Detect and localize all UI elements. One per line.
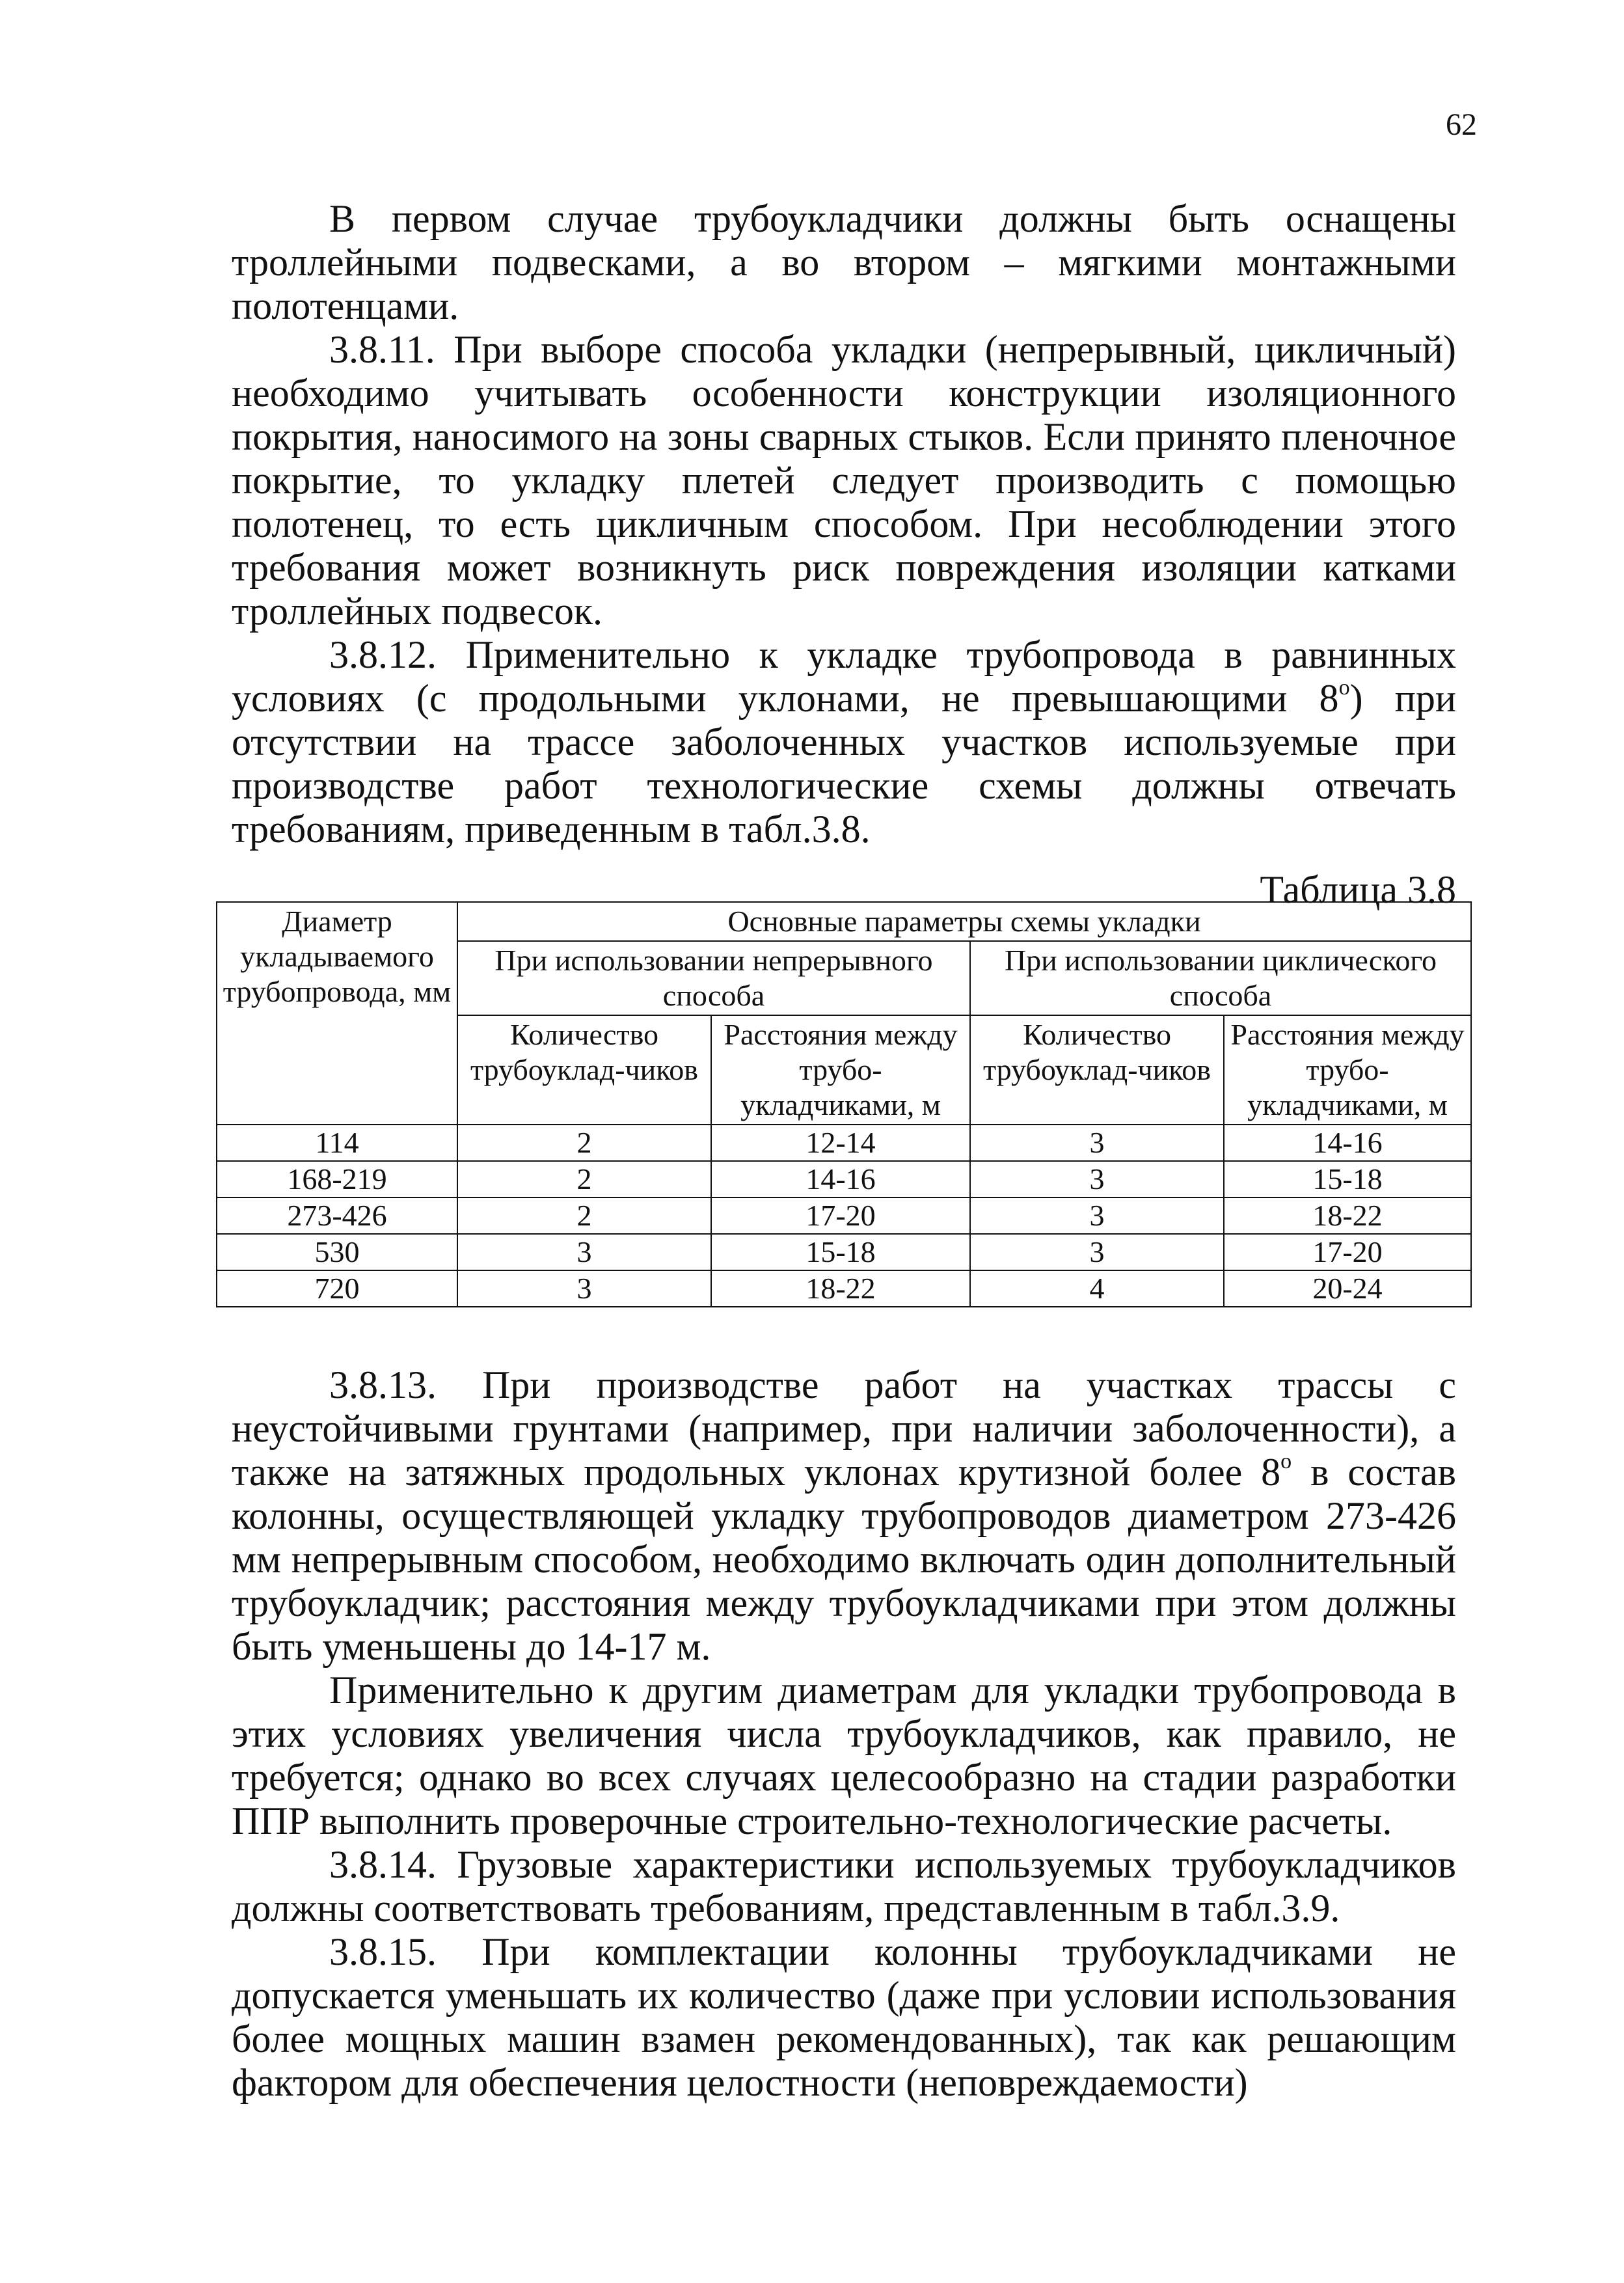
intro-text xyxy=(232,197,1456,955)
cell-continuous-distance: 12-14 xyxy=(711,1125,970,1161)
header-diameter: Диаметр укладываемого трубопровода, мм xyxy=(217,902,457,1125)
cell-diameter: 530 xyxy=(217,1234,457,1270)
paragraph-3-8-15: 3.8.15. При комплектации колонны трубоукладчиками не допускается уменьшать их количество (даже при условии использования более мощных машин взамен рекомендованных), так как решающим фактором для обеспечения целостности (неповреждаемости) xyxy=(232,1930,1456,2104)
header-cyclic-count: Количество трубоуклад-чиков xyxy=(970,1015,1224,1125)
cell-cyclic-count: 3 xyxy=(970,1234,1224,1270)
paragraph-3-8-11: 3.8.11. При выборе способа укладки (непрерывный, цикличный) необходимо учитывать особенности конструкции изоляционного покрытия, наносимого на зоны сварных стыков. Если принято пленочное покрытие, то укладку плетей следует производить с помощью полотенец, то есть цикличным способом. При несоблюдении этого требования может возникнуть риск повреждения изоляции катками троллейных подвесок. xyxy=(232,328,1456,633)
header-continuous-distance: Расстояния между трубо-укладчиками, м xyxy=(711,1015,970,1125)
paragraph-3-8-13 xyxy=(232,1363,1456,1669)
table-row xyxy=(217,1197,1471,1234)
header-main-parameters: Основные параметры схемы укладки xyxy=(457,902,1471,941)
cell-continuous-distance: 15-18 xyxy=(711,1234,970,1270)
cell-cyclic-count: 4 xyxy=(970,1270,1224,1307)
cell-continuous-count: 2 xyxy=(457,1125,711,1161)
paragraph-other-diameters: Применительно к другим диаметрам для укладки трубопровода в этих условиях увеличения числа трубоукладчиков, как правило, не требуется; однако во всех случаях целесообразно на стадии разработки ППР выполнить проверочные строительно-технологические расчеты. xyxy=(232,1669,1456,1842)
table-row xyxy=(217,1161,1471,1197)
header-continuous-method: При использовании непрерывного способа xyxy=(457,941,970,1015)
paragraph-3-8-12 xyxy=(232,633,1456,851)
cell-cyclic-distance: 14-16 xyxy=(1224,1125,1471,1161)
paragraph-3-8-12-start: 3.8.12. Применительно к укладке трубопровода в равнинных условиях (с продольными уклонами, не превышающими 8 xyxy=(232,633,1456,720)
cell-cyclic-distance: 18-22 xyxy=(1224,1197,1471,1234)
cell-diameter: 273-426 xyxy=(217,1197,457,1234)
paragraph-3-8-14: 3.8.14. Грузовые характеристики используемых трубоукладчиков должны соответствовать требованиям, представленным в табл.3.9. xyxy=(232,1843,1456,1930)
cell-continuous-distance: 14-16 xyxy=(711,1161,970,1197)
table-caption: Таблица 3.8 xyxy=(1260,868,1456,911)
degree-superscript: о xyxy=(1280,1449,1292,1473)
paragraph-intro: В первом случае трубоукладчики должны быть оснащены троллейными подвесками, а во втором – мягкими монтажными полотенцами. xyxy=(232,197,1456,327)
cell-diameter: 720 xyxy=(217,1270,457,1307)
cell-diameter: 168-219 xyxy=(217,1161,457,1197)
cell-cyclic-distance: 15-18 xyxy=(1224,1161,1471,1197)
cell-cyclic-distance: 20-24 xyxy=(1224,1270,1471,1307)
cell-cyclic-count: 3 xyxy=(970,1161,1224,1197)
header-continuous-count: Количество трубоуклад-чиков xyxy=(457,1015,711,1125)
cell-continuous-count: 2 xyxy=(457,1197,711,1234)
cell-cyclic-distance: 17-20 xyxy=(1224,1234,1471,1270)
paragraph-3-8-13-end: в состав колонны, осуществляющей укладку трубопроводов диаметром 273-426 мм непрерывным способом, необходимо включать один дополнительный трубоукладчик; расстояния между трубоукладчиками при этом должны быть уменьшены до 14-17 м. xyxy=(232,1451,1457,1668)
cell-continuous-count: 3 xyxy=(457,1234,711,1270)
table-row xyxy=(217,1125,1471,1161)
cell-cyclic-count: 3 xyxy=(970,1125,1224,1161)
table-row xyxy=(217,1234,1471,1270)
header-cyclic-distance: Расстояния между трубо-укладчиками, м xyxy=(1224,1015,1471,1125)
laying-scheme-table xyxy=(216,901,1472,1307)
paragraph-3-8-12-end: ) при отсутствии на трассе заболоченных участков используемые при производстве работ технологические схемы должны отвечать требованиям, приведенным в табл.3.8. xyxy=(232,677,1456,851)
degree-superscript: о xyxy=(1338,676,1350,700)
cell-continuous-count: 3 xyxy=(457,1270,711,1307)
cell-diameter: 114 xyxy=(217,1125,457,1161)
page-number: 62 xyxy=(1446,107,1477,142)
cell-continuous-distance: 18-22 xyxy=(711,1270,970,1307)
cell-cyclic-count: 3 xyxy=(970,1197,1224,1234)
table-row xyxy=(217,1270,1471,1307)
header-cyclic-method: При использовании циклического способа xyxy=(970,941,1471,1015)
paragraph-3-8-13-start: 3.8.13. При производстве работ на участках трассы с неустойчивыми грунтами (например, при наличии заболоченности), а также на затяжных продольных уклонах крутизной более 8 xyxy=(232,1363,1456,1494)
continuation-text xyxy=(232,1363,1456,2105)
cell-continuous-count: 2 xyxy=(457,1161,711,1197)
cell-continuous-distance: 17-20 xyxy=(711,1197,970,1234)
